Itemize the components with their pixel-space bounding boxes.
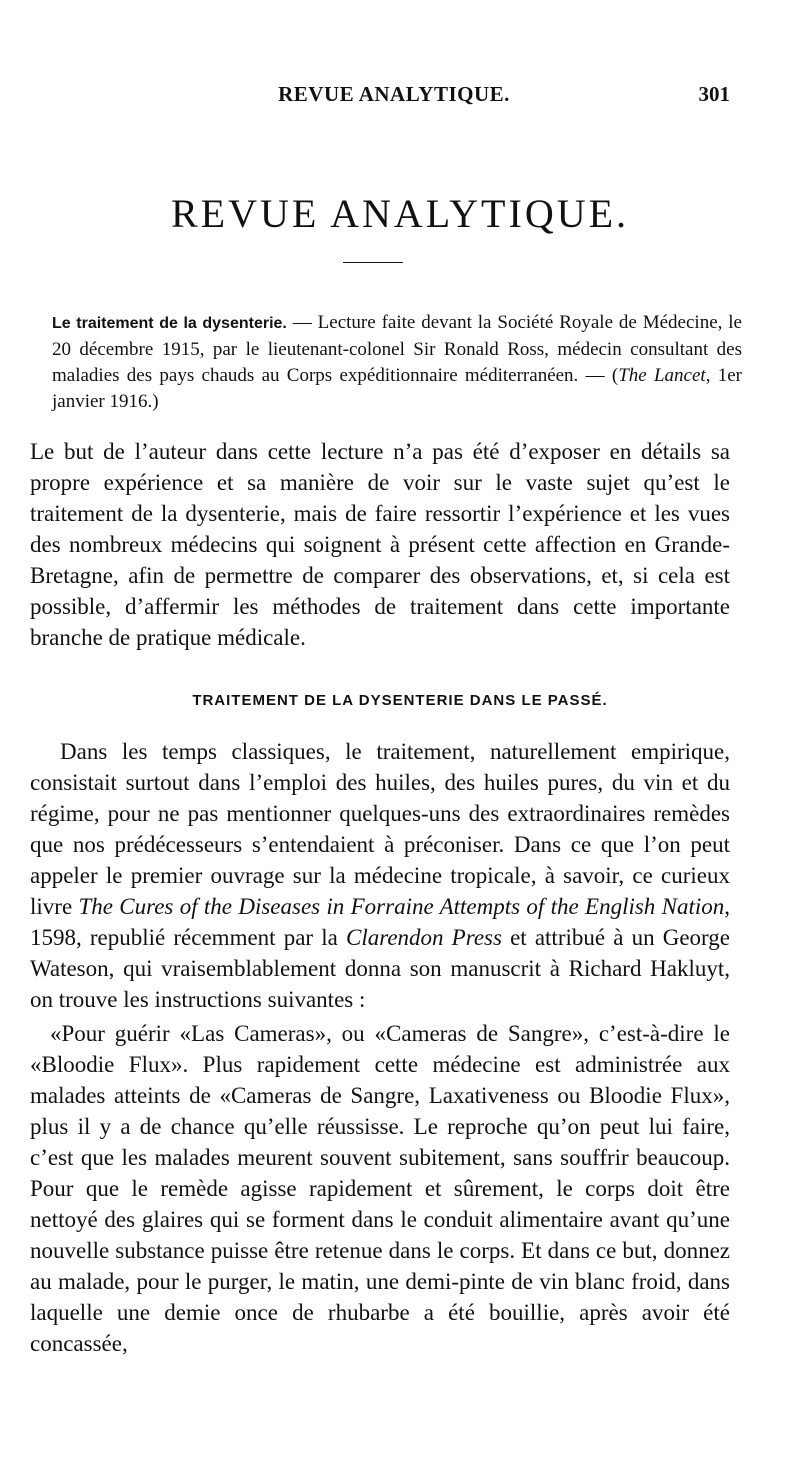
abstract-text: — Lecture faite devant la Société Royale de Médecine, le 20 décembre 1915, par le lieutenant-colonel Sir Ronald Ross, médecin consultant des maladies des pays chauds au Corps expéditionnaire méditerranéen. — ( [52, 312, 742, 386]
paragraph-history-text-1: Dans les temps classiques, le traitement, naturellement empirique, consistait surtout dans l’emploi des huiles, des huiles pures, du vin et du régime, pour ne pas mentionner quelques-uns des extraordinaires remèdes que nos prédécesseurs s’entendaient à préconiser. Dans ce que l’on peut appeler le premier ouvrage sur la médecine tropicale, à savoir, ce curieux livre [30, 739, 730, 919]
paragraph-quotation: «Pour guérir «Las Cameras», ou «Cameras de Sangre», c’est-à-dire le «Bloodie Flux». Plus rapidement cette médecine est administrée aux malades atteints de «Cameras de Sangre, Laxativeness ou Bloodie Flux», plus il y a de chance qu’elle réussisse. Le reproche qu’on peut lui faire, c’est que les malades meurent souvent subitement, sans souffrir beaucoup. Pour que le remède agisse rapidement et sûrement, le corps doit être nettoyé des glaires qui se forment dans le conduit alimentaire avant qu’une nouvelle substance puisse être retenue dans le corps. Et dans ce but, donnez au malade, pour le purger, le matin, une demi-pinte de vin blanc froid, dans laquelle une demie once de rhubarbe a été bouillie, après avoir été concassée, [30, 1021, 730, 1356]
book-title: The Cures of the Diseases in Forraine Attempts of the English Nation [78, 894, 725, 919]
abstract-source-date: , 1er janvier 1916.) [52, 365, 742, 412]
section-heading: TRAITEMENT DE LA DYSENTERIE DANS LE PASSÉ. [192, 692, 608, 709]
abstract-heading: Le traitement de la dysenterie. [52, 315, 287, 332]
abstract-source: The Lancet [618, 365, 706, 386]
article-abstract [52, 310, 742, 415]
main-title: REVUE ANALYTIQUE. [170, 191, 630, 236]
paragraph-intro: Le but de l’auteur dans cette lecture n’a pas été d’exposer en détails sa propre expérience et sa manière de voir sur le vaste sujet qu’est le traitement de la dysenterie, mais de faire ressortir l’expérience et les vues des nombreux médecins qui soignent à présent cette affection en Grande-Bretagne, afin de permettre de comparer des observations, et, si cela est possible, d’affermir les méthodes de traitement dans cette importante branche de pratique médicale. [30, 439, 730, 650]
running-head-title: REVUE ANALYTIQUE. [278, 82, 510, 106]
publisher-name: Clarendon Press [345, 925, 502, 950]
title-rule [343, 262, 403, 263]
paragraph-history [30, 736, 730, 1015]
running-head [58, 82, 730, 114]
paragraph-history-text-3: et attribué à un George Wateson, qui vraisemblablement donna son manuscrit à Richard Hakluyt, on trouve les instructions suivantes : [30, 925, 731, 1012]
paragraph-history-text-2: , 1598, republié récemment par la [30, 894, 730, 950]
page-number: 301 [698, 82, 730, 106]
